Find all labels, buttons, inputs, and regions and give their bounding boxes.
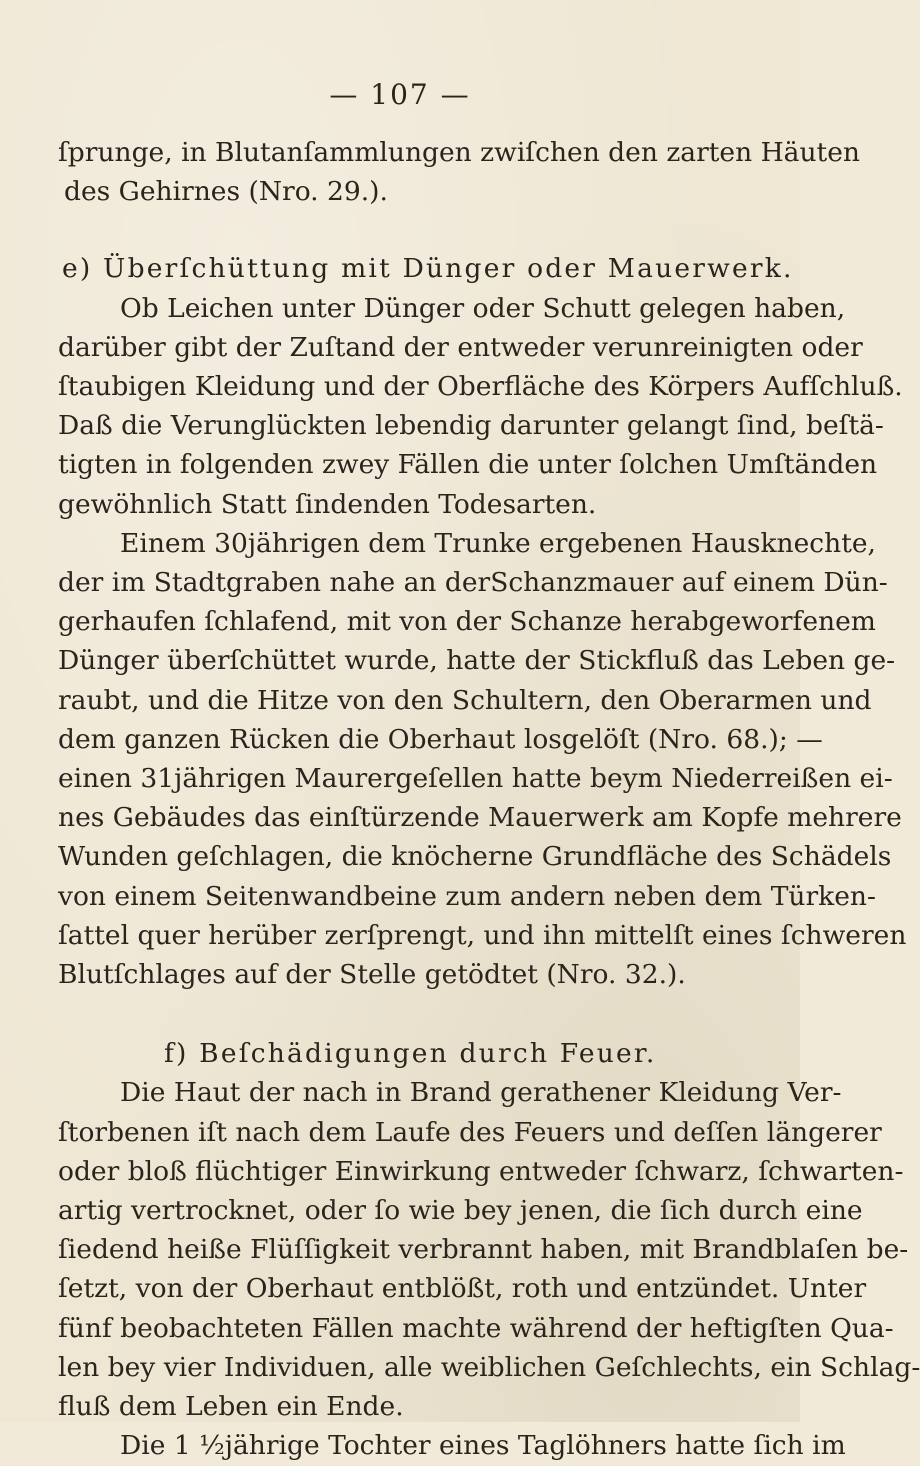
- text-line: ſetzt, von der Oberhaut entblößt, roth und entzündet. Unter: [58, 1273, 867, 1305]
- text-line: Wunden geſchlagen, die knöcherne Grundfläche des Schädels: [58, 841, 892, 873]
- page-body: [58, 133, 920, 1466]
- text-line: der im Stadtgraben nahe an derSchanzmauer auf einem Dün-: [58, 567, 888, 599]
- text-line: gewöhnlich Statt ſindenden Todesarten.: [58, 488, 597, 520]
- text-line: des Gehirnes (Nro. 29.).: [64, 176, 388, 208]
- text-line: oder bloß flüchtiger Einwirkung entweder ſchwarz, ſchwarten-: [58, 1155, 904, 1187]
- text-line: ſtorbenen iſt nach dem Laufe des Feuers und deſſen längerer: [58, 1116, 882, 1148]
- spacer: [58, 211, 756, 249]
- spacer: [58, 994, 756, 1034]
- section-heading-e: e) Überſchüttung mit Dünger oder Mauerwerk.: [62, 253, 794, 285]
- page-header: [0, 78, 800, 111]
- text-line: gerhaufen ſchlafend, mit von der Schanze herabgeworfenem: [58, 606, 876, 638]
- text-line: nes Gebäudes das einſtürzende Mauerwerk am Kopfe mehrere: [58, 802, 902, 834]
- text-line: Blutſchlages auf der Stelle getödtet (Nro. 32.).: [58, 959, 686, 991]
- text-line: einen 31jährigen Maurergeſellen hatte beym Niederreißen ei-: [58, 763, 893, 795]
- page-number: — 107 —: [329, 78, 471, 111]
- text-line: fünf beobachteten Fällen machte während der heftigſten Qua-: [58, 1312, 894, 1344]
- text-line: ſattel quer herüber zerſprengt, und ihn mittelſt eines ſchweren: [58, 919, 907, 951]
- text-line: tigten in folgenden zwey Fällen die unter ſolchen Umſtänden: [58, 449, 878, 481]
- text-line: von einem Seitenwandbeine zum andern neben dem Türken-: [58, 880, 876, 912]
- text-line: artig vertrocknet, oder ſo wie bey jenen, die ſich durch eine: [58, 1195, 863, 1227]
- text-line: Die 1 ½jährige Tochter eines Taglöhners hatte ſich im: [120, 1430, 846, 1462]
- text-line: Daß die Verunglückten lebendig darunter gelangt ſind, beſtä-: [58, 410, 884, 442]
- text-line: len bey vier Individuen, alle weiblichen Geſchlechts, ein Schlag-: [58, 1351, 920, 1383]
- text-line: dem ganzen Rücken die Oberhaut losgelöſt (Nro. 68.); —: [58, 723, 823, 755]
- text-line: ſtaubigen Kleidung und der Oberfläche des Körpers Aufſchluß.: [58, 371, 903, 403]
- text-line: Die Haut der nach in Brand gerathener Kleidung Ver-: [120, 1077, 842, 1109]
- text-line: raubt, und die Hitze von den Schultern, den Oberarmen und: [58, 684, 872, 716]
- text-line: Einem 30jährigen dem Trunke ergebenen Hausknechte,: [120, 527, 876, 559]
- text-line: Dünger überſchüttet wurde, hatte der Stickfluß das Leben ge-: [58, 645, 896, 677]
- text-line: darüber gibt der Zuſtand der entweder verunreinigten oder: [58, 331, 863, 363]
- text-line: ſprunge, in Blutanſammlungen zwiſchen den zarten Häuten: [58, 137, 860, 168]
- text-line: fluß dem Leben ein Ende.: [58, 1391, 404, 1423]
- text-line: Ob Leichen unter Dünger oder Schutt gelegen haben,: [120, 292, 846, 324]
- section-heading-f: f) Beſchädigungen durch Feuer.: [164, 1038, 657, 1070]
- text-line: ſiedend heiße Flüſſigkeit verbrannt haben, mit Brandblaſen be-: [58, 1234, 909, 1266]
